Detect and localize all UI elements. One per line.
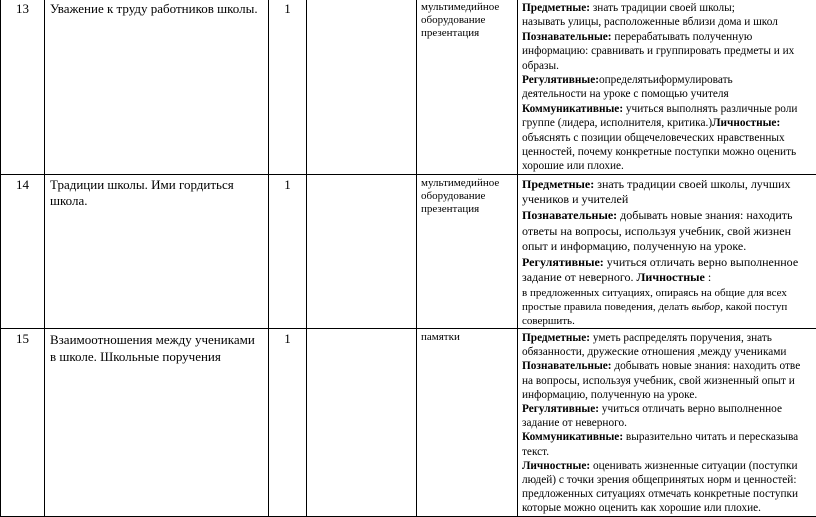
planned-results: Предметные: знать традиции своей школы; называть улицы, расположенные вблизи дома и школ Познавательные: перерабатывать полученную информацию: сравнивать и группировать предметы и их образы. Регулятивные:определятьиформулировать деятельности на уроке с помощью учителя Коммуникативные: учиться выполнять различные роли группе (лидера, исполнителя, критика.)Личностные: объяснять с позиции общечеловеческих нравственных ценностей, почему конкретные поступки можно оценить хорошие или плохие. bbox=[518, 0, 816, 174]
hours-count: 1 bbox=[269, 174, 307, 328]
hours-count: 1 bbox=[269, 0, 307, 174]
lesson-number: 15 bbox=[1, 329, 45, 517]
table-row bbox=[1, 174, 816, 328]
planned-results: Предметные: уметь распределять поручения, знать обязанности, дружеские отношения ,между учениками Познавательные: добывать новые знания: находить отве на вопросы, используя учебник, свой жизненный опыт и информацию, полученную на уроке. Регулятивные: учиться отличать верно выполненное задание от неверного. Коммуникативные: выразительно читать и пересказыва текст. Личностные: оценивать жизненные ситуации (поступки людей) с точки зрения общепринятых норм и ценностей: предложенных ситуациях отмечать конкретные поступки которые можно оценить как хорошие или плохие. bbox=[518, 329, 816, 517]
empty-cell bbox=[307, 0, 417, 174]
table-row bbox=[1, 329, 816, 517]
empty-cell bbox=[307, 329, 417, 517]
table-row bbox=[1, 0, 816, 174]
equipment: мультимедийное оборудование презентация bbox=[417, 0, 518, 174]
lesson-topic: Уважение к труду работников школы. bbox=[45, 0, 269, 174]
hours-count: 1 bbox=[269, 329, 307, 517]
equipment: мультимедийное оборудование презентация bbox=[417, 174, 518, 328]
empty-cell bbox=[307, 174, 417, 328]
lesson-number: 14 bbox=[1, 174, 45, 328]
planned-results: Предметные: знать традиции своей школы, лучших учеников и учителей Познавательные: добывать новые знания: находить ответы на вопросы, используя учебник, свой жизнен опыт и информацию, полученную на уроке. Регулятивные: учиться отличать верно выполненное задание от неверного. Личностные : в предложенных ситуациях, опираясь на общие для всех простые правила поведения, делать выбор, какой поступ совершить. bbox=[518, 174, 816, 328]
lesson-topic: Традиции школы. Ими гордиться школа. bbox=[45, 174, 269, 328]
lesson-topic: Взаимоотношения между учениками в школе. Школьные поручения bbox=[45, 329, 269, 517]
lesson-number: 13 bbox=[1, 0, 45, 174]
equipment: памятки bbox=[417, 329, 518, 517]
